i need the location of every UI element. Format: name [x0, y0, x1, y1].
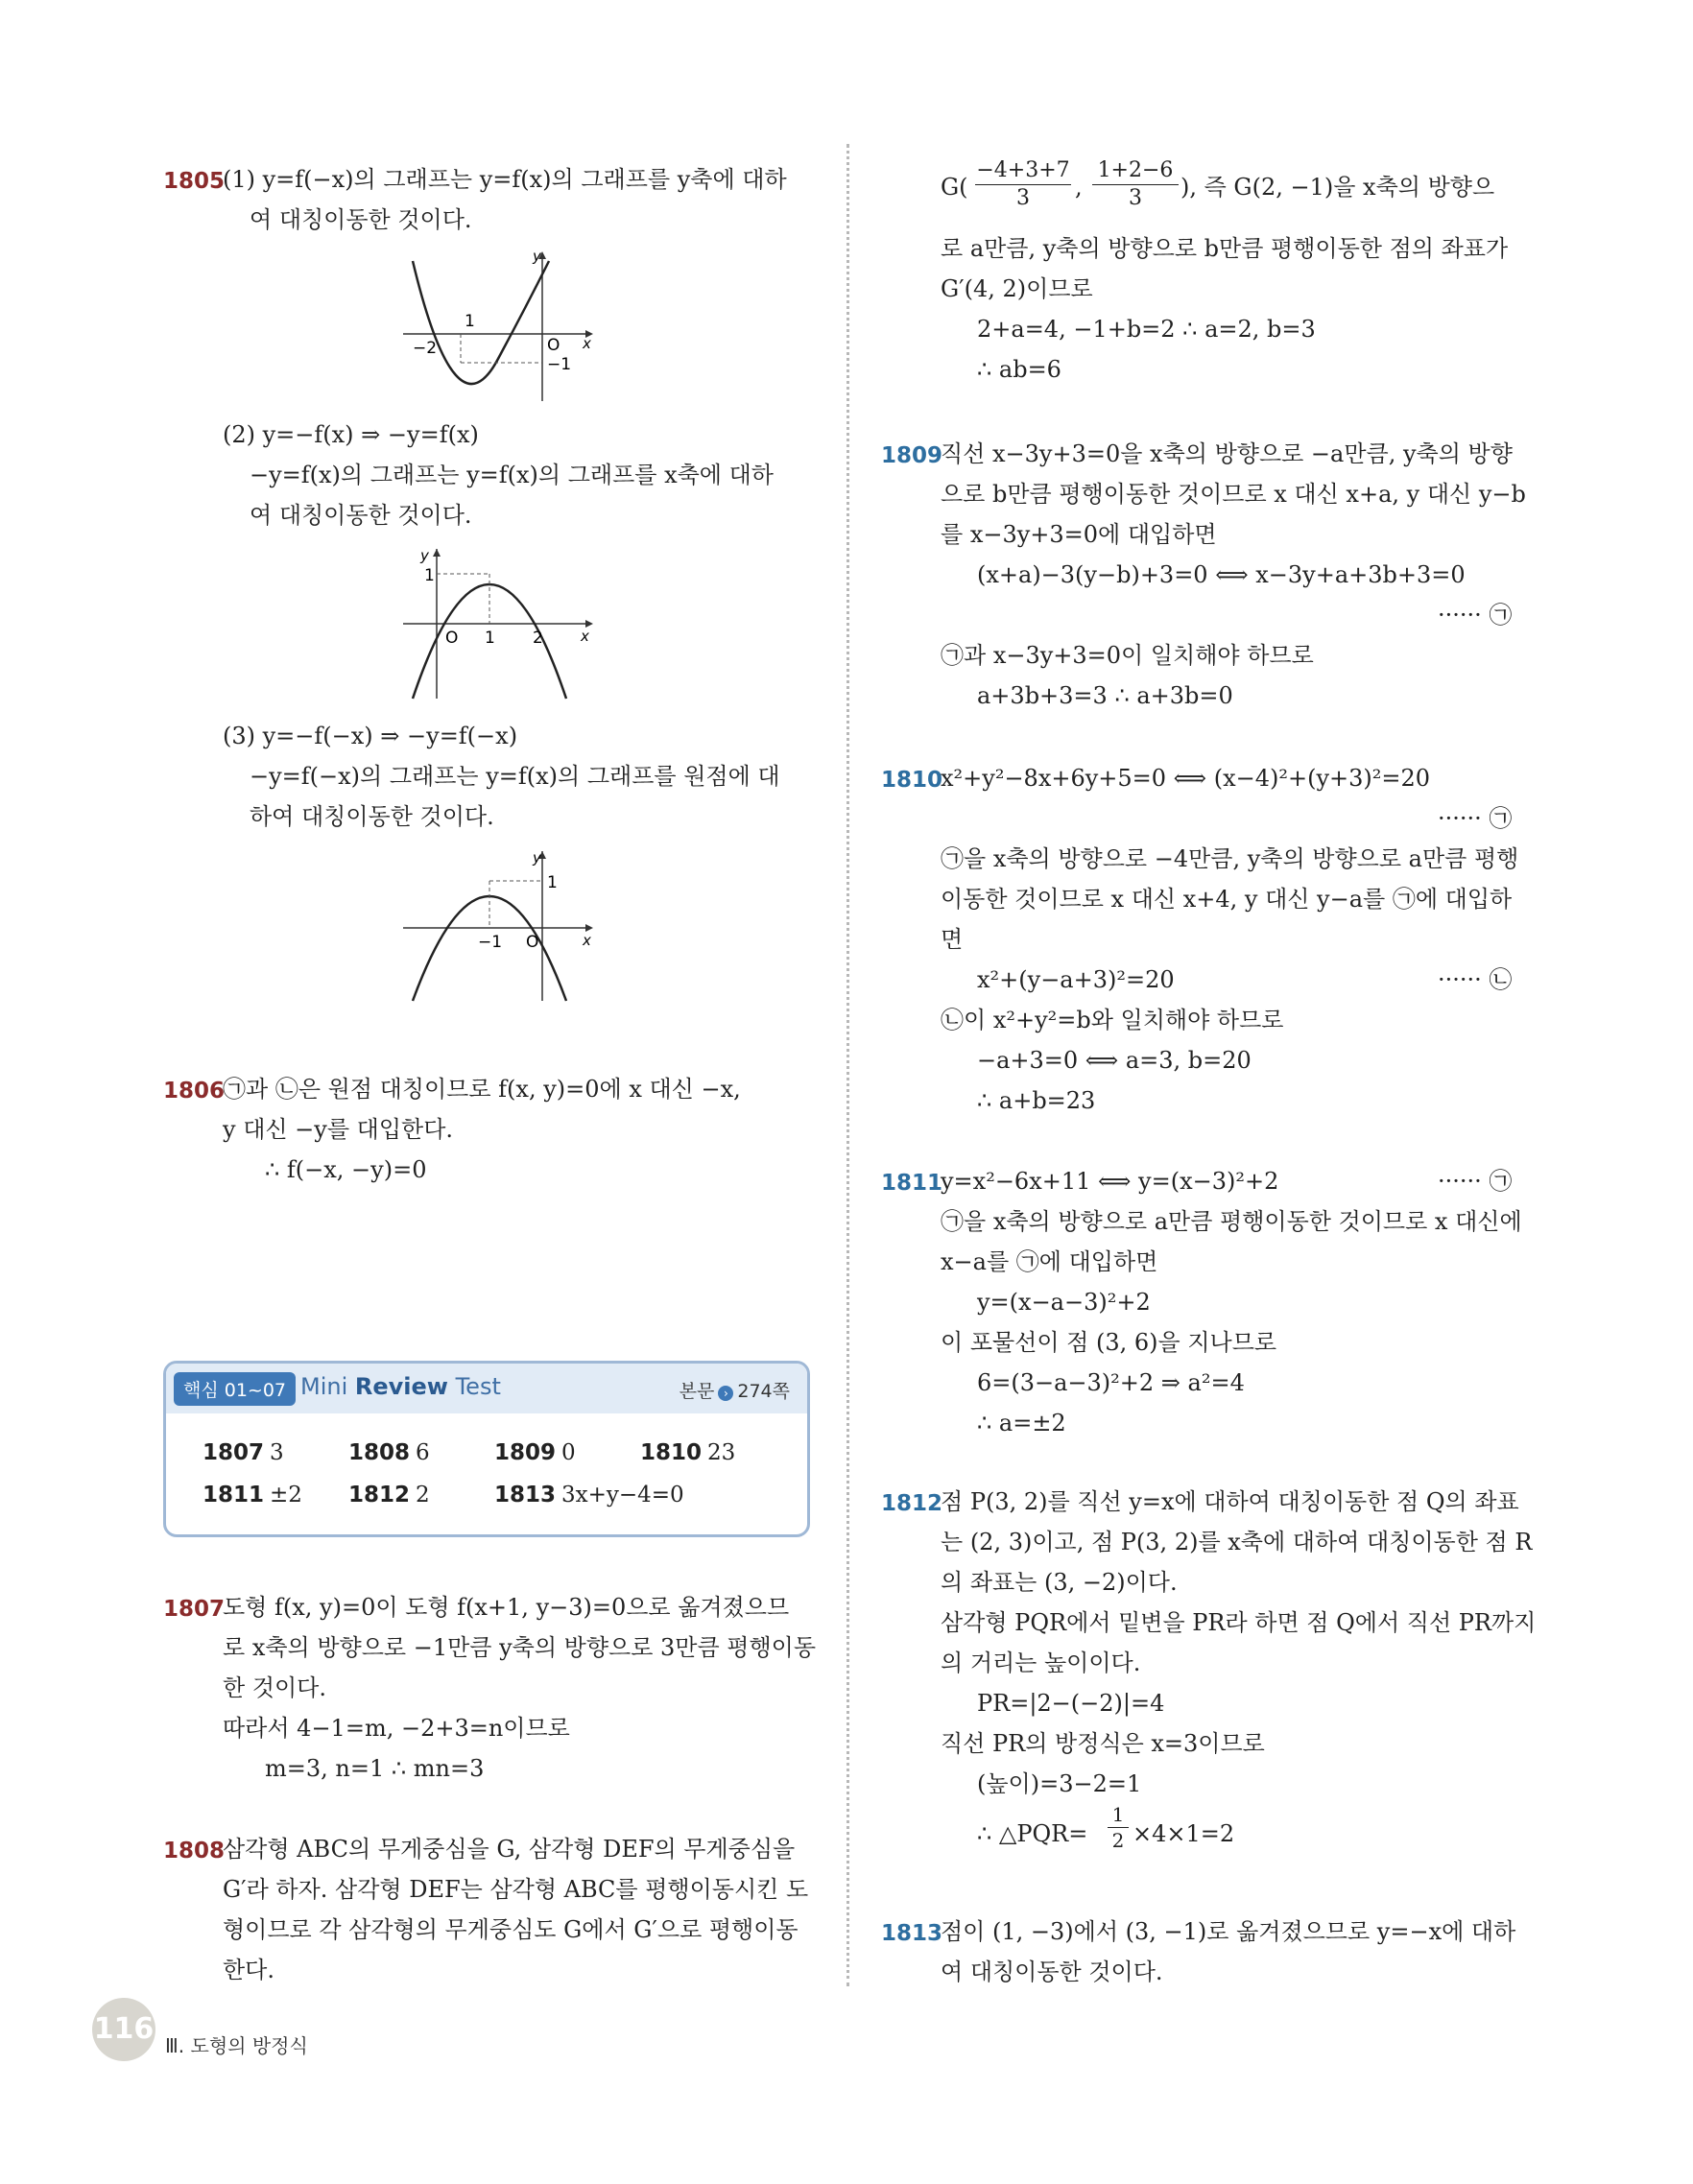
problem-number: 1813 [881, 1921, 943, 1946]
problem-number: 1807 [163, 1597, 226, 1622]
text-line: ㉠을 x축의 방향으로 a만큼 평행이동한 것이므로 x 대신에 [941, 1208, 1522, 1235]
text-line: 직선 PR의 방정식은 x=3이므로 [941, 1730, 1265, 1757]
problem-number: 1812 [881, 1491, 943, 1516]
text-line: 여 대칭이동한 것이다. [250, 206, 472, 233]
text-line: y=(x−a−3)²+2 [977, 1289, 1151, 1316]
review-answer: 1812 2 [348, 1483, 430, 1507]
arrow-right-icon: › [718, 1386, 733, 1401]
text-line: 의 거리는 높이이다. [941, 1650, 1141, 1676]
graph-2 [403, 547, 595, 700]
problem-number: 1806 [163, 1079, 226, 1104]
tick-label: −2 [413, 339, 438, 358]
axis-label-x: x [583, 335, 591, 352]
text-line: G′라 하자. 삼각형 DEF는 삼각형 ABC를 평행이동시킨 도 [223, 1876, 809, 1903]
text-line: 의 좌표는 (3, −2)이다. [941, 1569, 1178, 1596]
equation-tag: ······ ㉠ [1438, 602, 1513, 629]
tick-label: 1 [547, 873, 558, 892]
text-line: 여 대칭이동한 것이다. [941, 1958, 1163, 1985]
text-line: 으로 b만큼 평행이동한 것이므로 x 대신 x+a, y 대신 y−b [941, 481, 1526, 508]
review-answer: 1813 3x+y−4=0 [494, 1483, 684, 1507]
text-line: ㉡이 x²+y²=b와 일치해야 하므로 [941, 1007, 1284, 1033]
text-line: 로 a만큼, y축의 방향으로 b만큼 평행이동한 점의 좌표가 [941, 235, 1509, 262]
origin-label: O [445, 629, 459, 648]
text-line: (x+a)−3(y−b)+3=0 ⟺ x−3y+a+3b+3=0 [977, 561, 1466, 588]
tick-label: 2 [533, 629, 543, 648]
review-answer: 1809 0 [494, 1440, 576, 1465]
review-badge: 핵심 01~07 [174, 1372, 296, 1406]
review-answer: 1807 3 [203, 1440, 284, 1465]
text-line: 도형 f(x, y)=0이 도형 f(x+1, y−3)=0으로 옮겨졌으므 [223, 1594, 790, 1621]
text-line: ∴ ab=6 [977, 356, 1061, 383]
axis-label-y: y [533, 249, 541, 265]
text-line: 삼각형 ABC의 무게중심을 G, 삼각형 DEF의 무게중심을 [223, 1836, 796, 1863]
text-line: 를 x−3y+3=0에 대입하면 [941, 521, 1217, 548]
problem-number: 1810 [881, 768, 943, 793]
text-line: 하여 대칭이동한 것이다. [250, 803, 494, 830]
problem-number: 1811 [881, 1171, 943, 1196]
origin-label: O [547, 336, 560, 355]
text-line: 따라서 4−1=m, −2+3=n이므로 [223, 1715, 570, 1742]
text-line: ∴ a=±2 [977, 1410, 1066, 1436]
text-line: 한 것이다. [223, 1674, 326, 1701]
text-line: 는 (2, 3)이고, 점 P(3, 2)를 x축에 대하여 대칭이동한 점 R [941, 1529, 1533, 1555]
equation-tag: ······ ㉠ [1438, 1168, 1513, 1195]
mini-review-test-box [163, 1361, 810, 1537]
tick-label: −1 [547, 355, 572, 374]
text-line: ㉠과 ㉡은 원점 대칭이므로 f(x, y)=0에 x 대신 −x, [223, 1076, 741, 1103]
review-answer: 1811 ±2 [203, 1483, 302, 1507]
axis-label-y: y [420, 547, 429, 564]
text-line: PR=|2−(−2)|=4 [977, 1690, 1165, 1717]
centroid-g: G( [941, 174, 968, 201]
text-line: 이동한 것이므로 x 대신 x+4, y 대신 y−a를 ㉠에 대입하 [941, 886, 1513, 913]
text-line: G′(4, 2)이므로 [941, 275, 1093, 302]
text-line: 한다. [223, 1957, 274, 1983]
text-line: ∴ a+b=23 [977, 1087, 1096, 1114]
text-line: 삼각형 PQR에서 밑변을 PR라 하면 점 Q에서 직선 PR까지 [941, 1609, 1537, 1636]
origin-label: O [526, 933, 539, 952]
column-divider [846, 144, 849, 1986]
equation-tag: ······ ㉠ [1438, 805, 1513, 832]
axis-label-x: x [583, 932, 591, 949]
fraction-1: −4+3+7 3 [976, 158, 1070, 210]
text-line: (2) y=−f(x) ⇒ −y=f(x) [223, 421, 479, 448]
text-line: 점 P(3, 2)를 직선 y=x에 대하여 대칭이동한 점 Q의 좌표 [941, 1488, 1519, 1515]
axis-label-y: y [533, 849, 541, 866]
text-line: a+3b+3=3 ∴ a+3b=0 [977, 682, 1233, 709]
problem-number: 1805 [163, 169, 226, 194]
review-answer: 1808 6 [348, 1440, 430, 1465]
equation-tag: ······ ㉡ [1438, 966, 1513, 993]
review-page-ref: 본문 › 274쪽 [679, 1381, 790, 1402]
text-line: y=x²−6x+11 ⟺ y=(x−3)²+2 [941, 1168, 1279, 1195]
tick-label: −1 [478, 933, 503, 952]
text-line: (1) y=f(−x)의 그래프는 y=f(x)의 그래프를 y축에 대하 [223, 166, 787, 193]
text-line: 직선 x−3y+3=0을 x축의 방향으로 −a만큼, y축의 방향 [941, 440, 1513, 467]
text-line: ×4×1=2 [1133, 1820, 1235, 1847]
text-line: 로 x축의 방향으로 −1만큼 y축의 방향으로 3만큼 평행이동 [223, 1634, 817, 1661]
text-line: 형이므로 각 삼각형의 무게중심도 G에서 G′으로 평행이동 [223, 1916, 799, 1943]
text-line: −a+3=0 ⟺ a=3, b=20 [977, 1047, 1252, 1074]
tick-label: 1 [424, 566, 435, 585]
text-line: m=3, n=1 ∴ mn=3 [265, 1755, 485, 1782]
chapter-title: Ⅲ. 도형의 방정식 [165, 2034, 308, 2057]
problem-number: 1809 [881, 443, 943, 468]
graph-3 [403, 849, 595, 1003]
text-line: 여 대칭이동한 것이다. [250, 502, 472, 529]
text-line: ㉠을 x축의 방향으로 −4만큼, y축의 방향으로 a만큼 평행 [941, 845, 1519, 872]
text-line: x²+(y−a+3)²=20 [977, 966, 1175, 993]
text-line: ㉠과 x−3y+3=0이 일치해야 하므로 [941, 642, 1314, 669]
text-line: −y=f(−x)의 그래프는 y=f(x)의 그래프를 원점에 대 [250, 763, 780, 790]
graph-1 [403, 249, 595, 403]
text-line: 이 포물선이 점 (3, 6)을 지나므로 [941, 1329, 1277, 1356]
text-line: x²+y²−8x+6y+5=0 ⟺ (x−4)²+(y+3)²=20 [941, 765, 1431, 792]
text-line: ∴ △PQR= [977, 1820, 1088, 1847]
tick-label: 1 [465, 312, 475, 331]
axis-label-x: x [581, 628, 589, 645]
text-line: ∴ f(−x, −y)=0 [265, 1156, 427, 1183]
text-line: 점이 (1, −3)에서 (3, −1)로 옮겨졌으므로 y=−x에 대하 [941, 1918, 1516, 1945]
text-line: y 대신 −y를 대입한다. [223, 1116, 454, 1143]
problem-number: 1808 [163, 1839, 226, 1864]
fraction-half: 1 2 [1108, 1802, 1129, 1853]
text-line: ), 즉 G(2, −1)을 x축의 방향으 [1180, 174, 1495, 201]
text-line: −y=f(x)의 그래프는 y=f(x)의 그래프를 x축에 대하 [250, 462, 774, 488]
review-answer: 1810 23 [640, 1440, 736, 1465]
page-number: 116 [92, 1998, 155, 2061]
text-line: 2+a=4, −1+b=2 ∴ a=2, b=3 [977, 316, 1316, 343]
text-line: (높이)=3−2=1 [977, 1770, 1142, 1797]
fraction-2: 1+2−6 3 [1092, 157, 1179, 212]
text-line: x−a를 ㉠에 대입하면 [941, 1248, 1158, 1275]
review-header [166, 1364, 807, 1413]
text-line: (3) y=−f(−x) ⇒ −y=f(−x) [223, 723, 518, 749]
tick-label: 1 [485, 629, 495, 648]
text-line: 6=(3−a−3)²+2 ⇒ a²=4 [977, 1369, 1245, 1396]
text-line: 면 [941, 926, 964, 953]
review-title: Mini Review Test [300, 1373, 501, 1400]
